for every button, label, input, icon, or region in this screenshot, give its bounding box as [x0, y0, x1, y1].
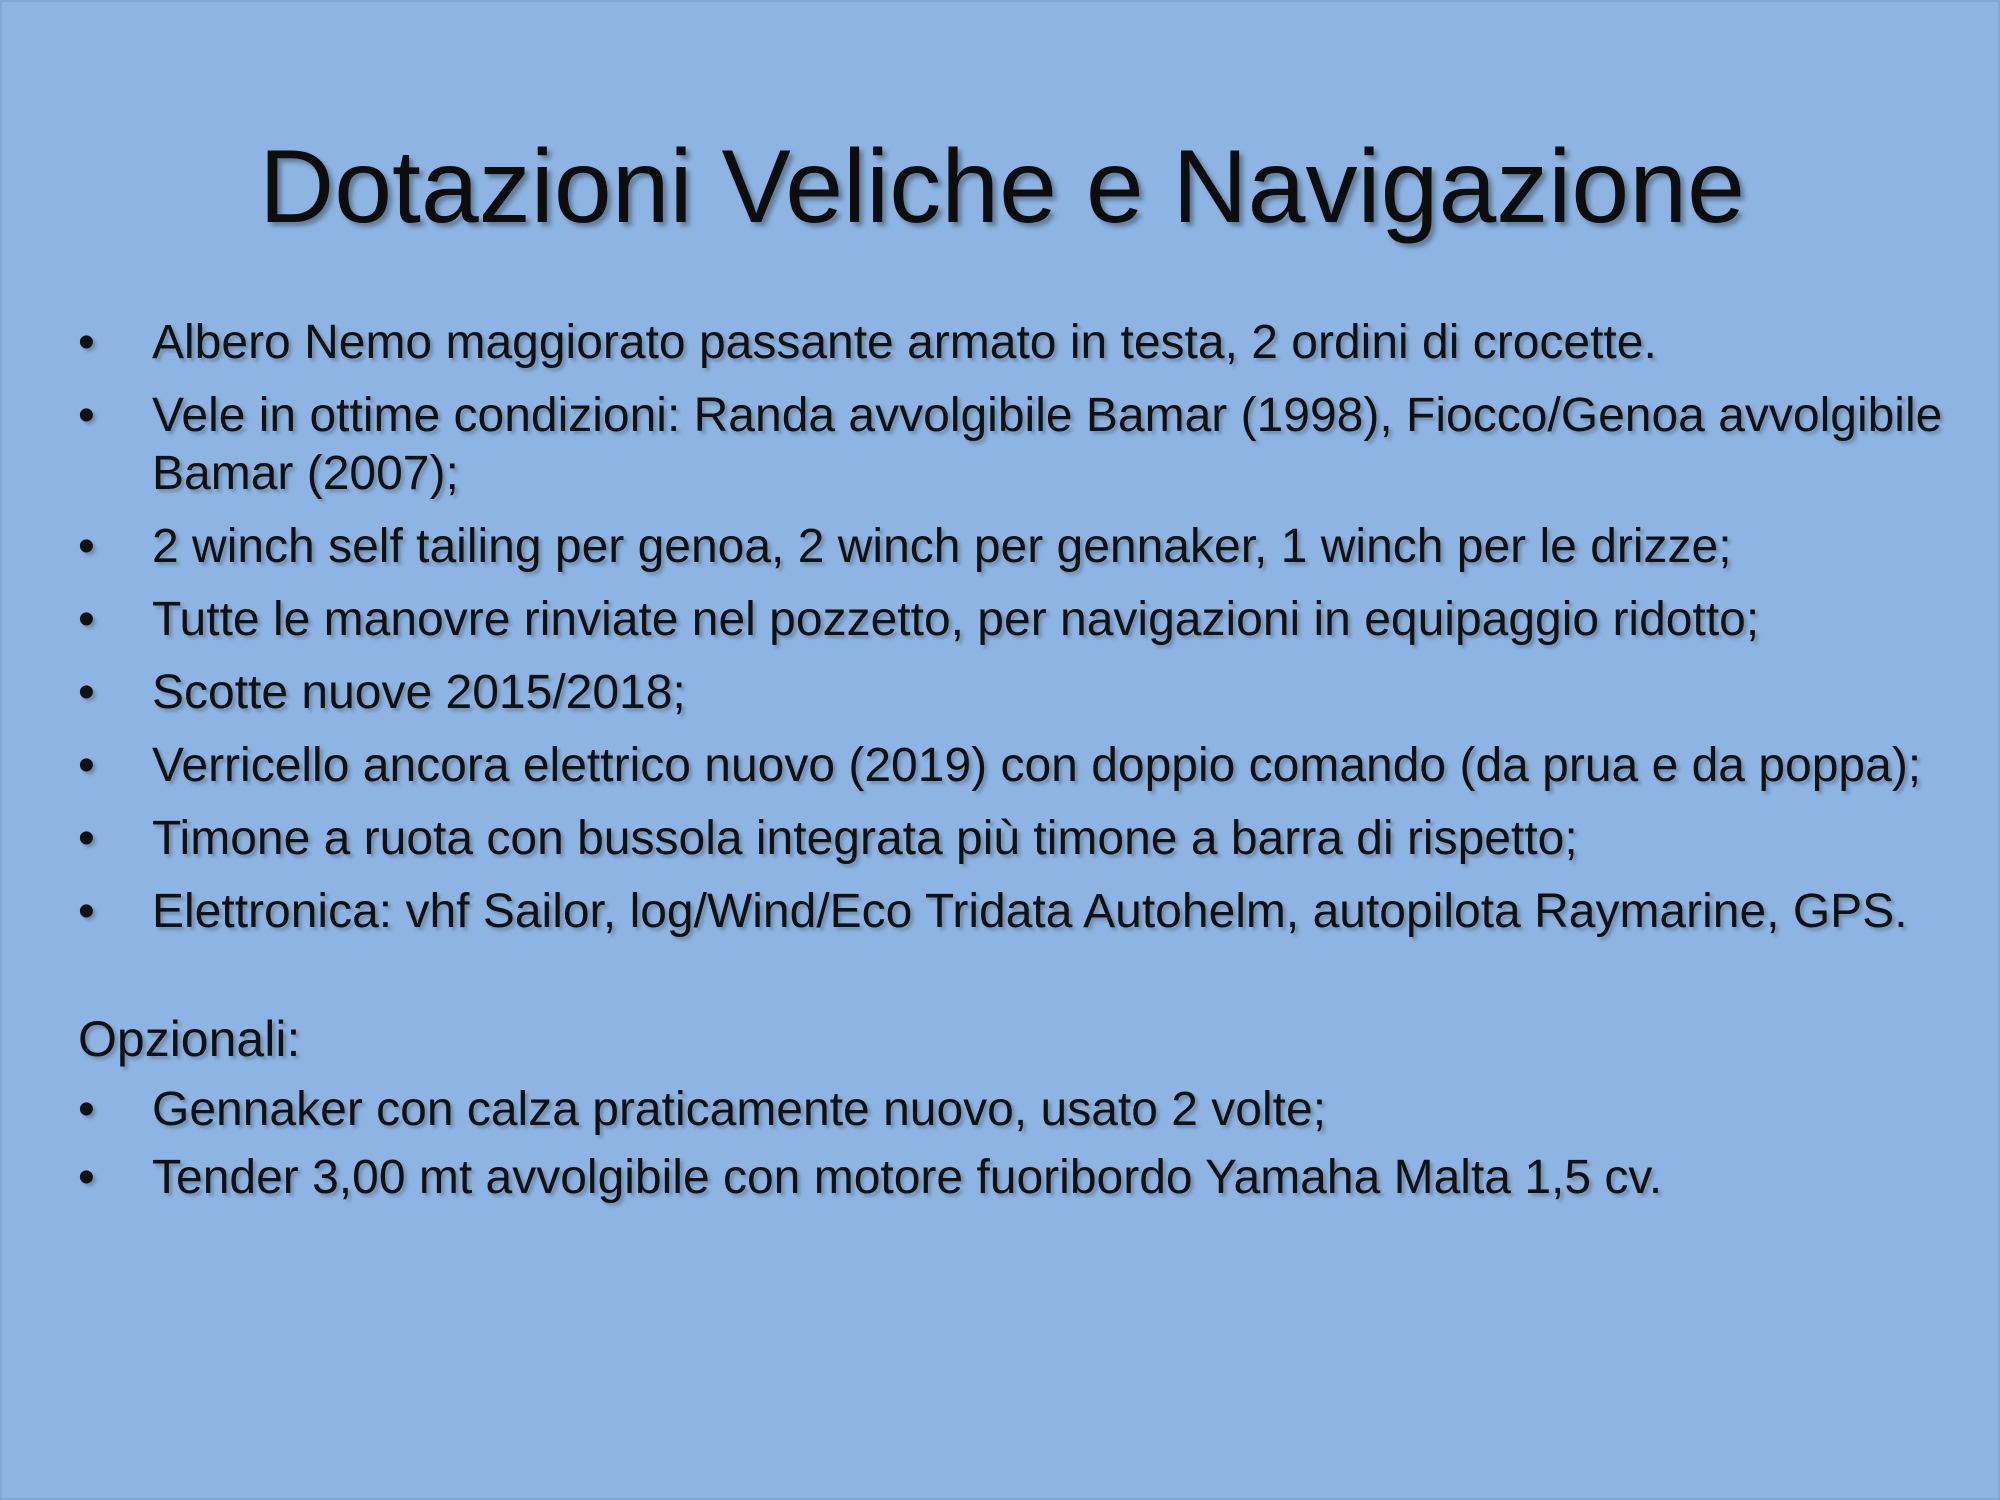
list-item: [78, 314, 1958, 372]
bullet-icon: •: [78, 593, 95, 646]
list-item-text: Gennaker con calza praticamente nuovo, usato 2 volte;: [152, 1083, 1327, 1136]
bullet-icon: •: [78, 520, 95, 573]
optional-heading: Opzionali:: [78, 1011, 301, 1067]
slide-content: [78, 314, 1958, 1217]
bullet-icon: •: [78, 739, 95, 792]
bullet-icon: •: [78, 1083, 95, 1136]
bullet-icon: •: [78, 1151, 95, 1204]
list-item-text: 2 winch self tailing per genoa, 2 winch per gennaker, 1 winch per le drizze;: [152, 520, 1732, 573]
list-item: [78, 518, 1958, 576]
list-item-text: Verricello ancora elettrico nuovo (2019) con doppio comando (da prua e da poppa);: [152, 739, 1922, 792]
list-item-text: Scotte nuove 2015/2018;: [152, 666, 686, 719]
bullet-icon: •: [78, 885, 95, 938]
bullet-icon: •: [78, 316, 95, 369]
list-item-text: Vele in ottime condizioni: Randa avvolgibile Bamar (1998), Fiocco/Genoa avvolgibile Bamar (2007);: [152, 389, 1943, 500]
bullet-icon: •: [78, 389, 95, 442]
bullet-icon: •: [78, 666, 95, 719]
equipment-list: [78, 314, 1958, 941]
list-item-text: Tender 3,00 mt avvolgibile con motore fuoribordo Yamaha Malta 1,5 cv.: [152, 1151, 1663, 1204]
bullet-icon: •: [78, 812, 95, 865]
list-item: [78, 737, 1958, 795]
list-item: [78, 810, 1958, 868]
list-item: [78, 664, 1958, 722]
list-item-text: Timone a ruota con bussola integrata più timone a barra di rispetto;: [152, 812, 1578, 865]
list-item-text: Elettronica: vhf Sailor, log/Wind/Eco Tridata Autohelm, autopilota Raymarine, GPS.: [152, 885, 1908, 938]
list-item-text: Tutte le manovre rinviate nel pozzetto, per navigazioni in equipaggio ridotto;: [152, 593, 1760, 646]
list-item-text: Albero Nemo maggiorato passante armato in testa, 2 ordini di crocette.: [152, 316, 1657, 369]
list-item: [78, 1081, 1958, 1139]
optional-list: [78, 1081, 1958, 1207]
slide-title: Dotazioni Veliche e Navigazione: [259, 129, 1745, 245]
list-item: [78, 591, 1958, 649]
list-item: [78, 387, 1958, 503]
list-item: [78, 1149, 1958, 1207]
list-item: [78, 883, 1958, 941]
